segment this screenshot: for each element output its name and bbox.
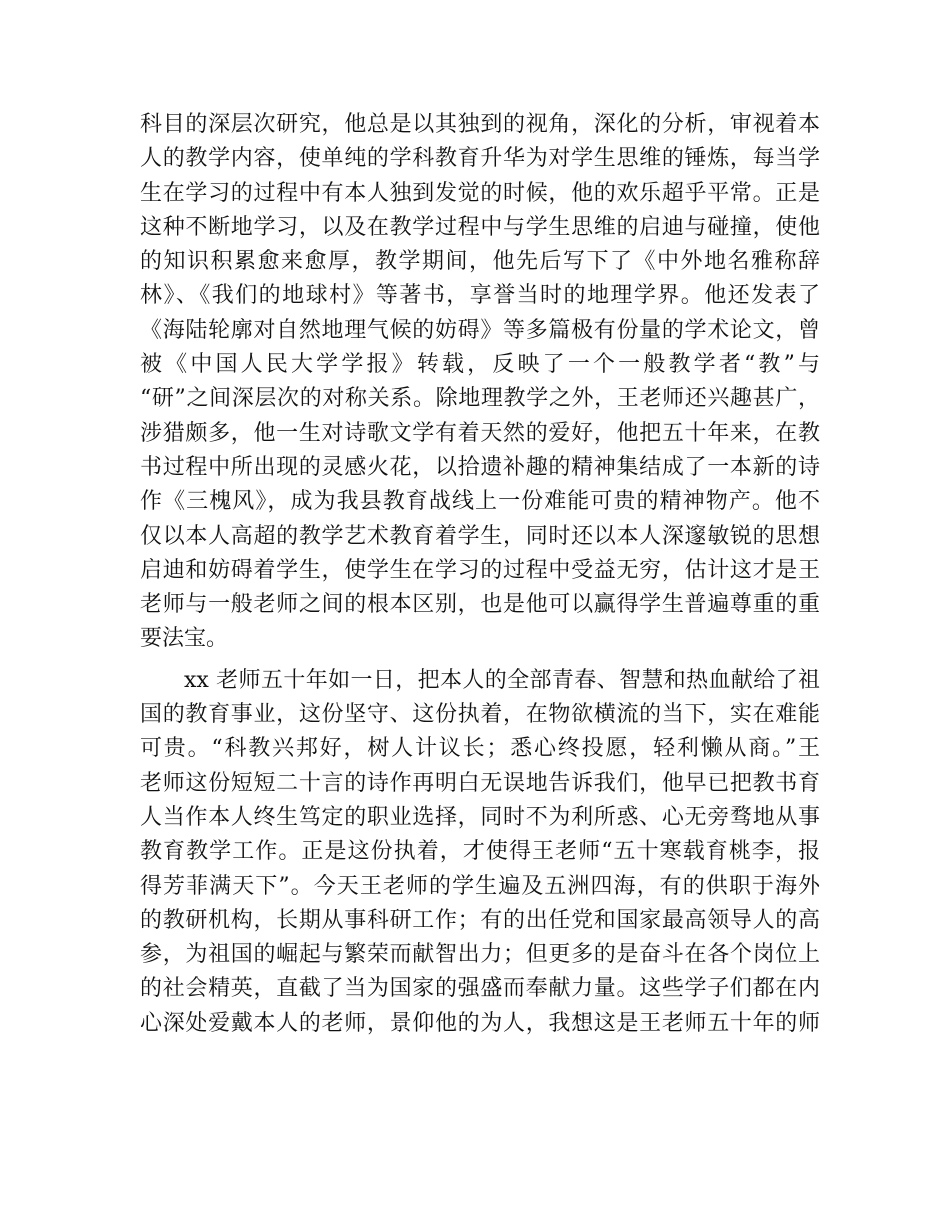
paragraph-2	[140, 664, 820, 1041]
text-line: 涉猎颇多，他一生对诗歌文学有着天然的爱好，他把五十年来，在教	[140, 420, 820, 446]
text-line: 生在学习的过程中有本人独到发觉的时候，他的欢乐超乎平常。正是	[140, 180, 820, 206]
text-line: 这种不断地学习，以及在教学过程中与学生思维的启迪与碰撞，使他	[140, 214, 820, 240]
text-line: 科目的深层次研究，他总是以其独到的视角，深化的分析，审视着本	[140, 112, 820, 137]
text-line: 老师这份短短二十言的诗作再明白无误地告诉我们，他早已把教书育	[140, 770, 820, 796]
text-line: 得芳菲满天下”。今天王老师的学生遍及五洲四海，有的供职于海外	[140, 873, 820, 899]
text-line: 要法宝。	[140, 626, 229, 652]
text-line: 可贵。“科教兴邦好，树人计议长；悉心终投愿，轻利懒从商。”王	[140, 736, 820, 762]
paragraph-1	[140, 108, 820, 657]
text-line: 的教研机构，长期从事科研工作；有的出任党和国家最高领导人的高	[140, 907, 820, 933]
text-line: 林》、《我们的地球村》等著书，享誉当时的地理学界。他还发表了	[140, 283, 820, 309]
text-line: 《海陆轮廓对自然地理气候的妨碍》等多篇极有份量的学术论文，曾	[140, 317, 820, 343]
text-line: 被《中国人民大学学报》转载，反映了一个一般教学者“教”与	[140, 352, 820, 378]
text-line: “研”之间深层次的对称关系。除地理教学之外，王老师还兴趣甚广，	[140, 386, 820, 412]
text-line: 作《三槐风》，成为我县教育战线上一份难能可贵的精神物产。他不	[140, 489, 820, 515]
text-line: 人当作本人终生笃定的职业选择，同时不为利所惑、心无旁骛地从事	[140, 804, 820, 830]
text-line: 教育教学工作。正是这份执着，才使得王老师“五十寒载育桃李，报	[140, 839, 820, 865]
text-line: 心深处爱戴本人的老师，景仰他的为人，我想这是王老师五十年的师	[140, 1010, 820, 1036]
text-line: 参，为祖国的崛起与繁荣而献智出力；但更多的是奋斗在各个岗位上	[140, 942, 820, 968]
text-line: 书过程中所出现的灵感火花，以拾遗补趣的精神集结成了一本新的诗	[140, 454, 820, 480]
text-line: 人的教学内容，使单纯的学科教育升华为对学生思维的锤炼，每当学	[140, 146, 820, 172]
text-line: xx 老师五十年如一日，把本人的全部青春、智慧和热血献给了祖	[184, 667, 820, 693]
text-line: 仅以本人高超的教学艺术教育着学生，同时还以本人深邃敏锐的思想	[140, 523, 820, 549]
document-body	[140, 108, 820, 1041]
text-line: 老师与一般老师之间的根本区别，也是他可以赢得学生普遍尊重的重	[140, 592, 820, 618]
text-line: 的知识积累愈来愈厚，教学期间，他先后写下了《中外地名雅称辞	[140, 249, 820, 275]
text-line: 启迪和妨碍着学生，使学生在学习的过程中受益无穷，估计这才是王	[140, 557, 820, 583]
text-line: 的社会精英，直截了当为国家的强盛而奉献力量。这些学子们都在内	[140, 976, 820, 1002]
text-line: 国的教育事业，这份坚守、这份执着，在物欲横流的当下，实在难能	[140, 702, 820, 728]
paragraph-gap	[140, 657, 820, 664]
